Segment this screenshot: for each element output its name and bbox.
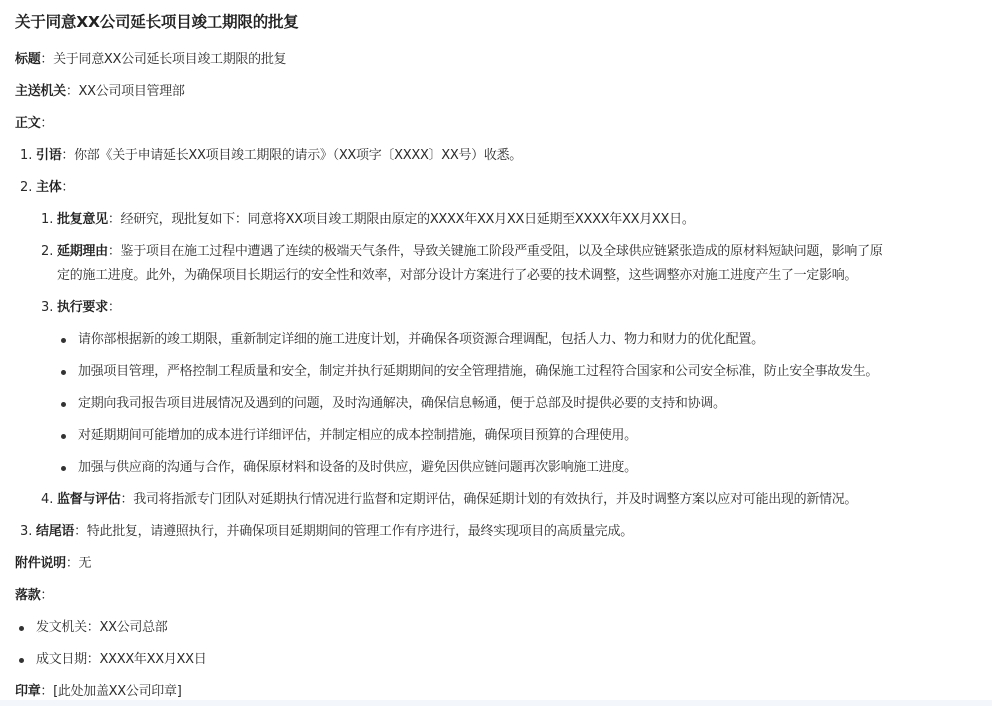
supervision-label: 监督与评估 [57,492,121,507]
main-item [36,178,74,198]
bullet-icon [61,402,66,407]
approval-label: 批复意见 [57,212,108,227]
requirements-colon: ： [107,300,121,315]
intro-label: 引语 [36,148,62,163]
attachment-label: 附件说明 [15,556,66,571]
body-heading [15,114,53,134]
main-colon: ： [61,180,75,195]
signature-date: 成文日期：XXXX年XX月XX日 [36,652,207,667]
requirement-list-item: 定期向我司报告项目进展情况及遇到的问题，及时沟通解决，确保信息畅通，便于总部及时提供必要的支持和协调。 [78,396,726,411]
title-field [15,50,286,70]
supervision-number: 4. [41,492,54,507]
reason-item [57,242,883,262]
title-field-value: ：关于同意XX公司延长项目竣工期限的批复 [40,52,287,67]
approval-item [57,210,695,230]
seal-label: 印章 [15,684,41,699]
recipient-field-value: ：XX公司项目管理部 [65,84,185,99]
requirements-number: 3. [41,300,54,315]
bottom-divider [0,700,992,706]
main-label: 主体 [36,180,62,195]
signature-colon: ： [40,588,54,603]
bullet-icon [61,370,66,375]
reason-text-line2: 定的施工进度。此外，为确保项目长期运行的安全性和效率，对部分设计方案进行了必要的技术调整，这些调整亦对施工进度产生了一定影响。 [57,268,858,283]
reason-number: 2. [41,244,54,259]
requirements-item [57,298,121,318]
attachment-value: ：无 [65,556,92,571]
reason-text-line1: ：鉴于项目在施工过程中遭遇了连续的极端天气条件，导致关键施工阶段严重受阻，以及全球供应链紧张造成的原材料短缺问题，影响了原 [107,244,883,259]
bullet-icon [61,434,66,439]
closing-label: 结尾语 [36,524,75,539]
bullet-icon [19,626,24,631]
requirement-list-item: 请你部根据新的竣工期限，重新制定详细的施工进度计划，并确保各项资源合理调配，包括人力、物力和财力的优化配置。 [78,332,764,347]
recipient-field-label: 主送机关 [15,84,66,99]
attachment-field [15,554,91,574]
intro-text: ：你部《关于申请延长XX项目竣工期限的请示》（XX项字〔XXXX〕XX号）收悉。 [61,148,522,163]
reason-label: 延期理由 [57,244,108,259]
bullet-icon [19,658,24,663]
requirement-list-item: 加强项目管理，严格控制工程质量和安全，制定并执行延期期间的安全管理措施，确保施工过程符合国家和公司安全标准，防止安全事故发生。 [78,364,879,379]
approval-text: ：经研究，现批复如下：同意将XX项目竣工期限由原定的XXXX年XX月XX日延期至XXXX年XX月XX日。 [107,212,695,227]
closing-text: ：特此批复，请遵照执行，并确保项目延期期间的管理工作有序进行，最终实现项目的高质量完成。 [74,524,633,539]
closing-number: 3. [20,524,33,539]
intro-number: 1. [20,148,33,163]
bullet-icon [61,338,66,343]
closing-item [36,522,633,542]
main-number: 2. [20,180,33,195]
body-heading-colon: ： [40,116,54,131]
title-field-label: 标题 [15,52,41,67]
document-title: 关于同意XX公司延长项目竣工期限的批复 [15,13,299,31]
recipient-field [15,82,185,102]
signature-label: 落款 [15,588,41,603]
bullet-icon [61,466,66,471]
seal-value: ：[此处加盖XX公司印章] [40,684,182,699]
approval-number: 1. [41,212,54,227]
requirement-list-item: 对延期期间可能增加的成本进行详细评估，并制定相应的成本控制措施，确保项目预算的合理使用。 [78,428,637,443]
seal-field [15,682,181,702]
body-heading-label: 正文 [15,116,41,131]
supervision-item [57,490,857,510]
signature-issuer: 发文机关：XX公司总部 [36,620,168,635]
requirements-label: 执行要求 [57,300,108,315]
requirement-list-item: 加强与供应商的沟通与合作，确保原材料和设备的及时供应，避免因供应链问题再次影响施工进度。 [78,460,637,475]
supervision-text: ：我司将指派专门团队对延期执行情况进行监督和定期评估，确保延期计划的有效执行，并及时调整方案以应对可能出现的新情况。 [120,492,858,507]
intro-item [36,146,522,166]
signature-heading [15,586,53,606]
